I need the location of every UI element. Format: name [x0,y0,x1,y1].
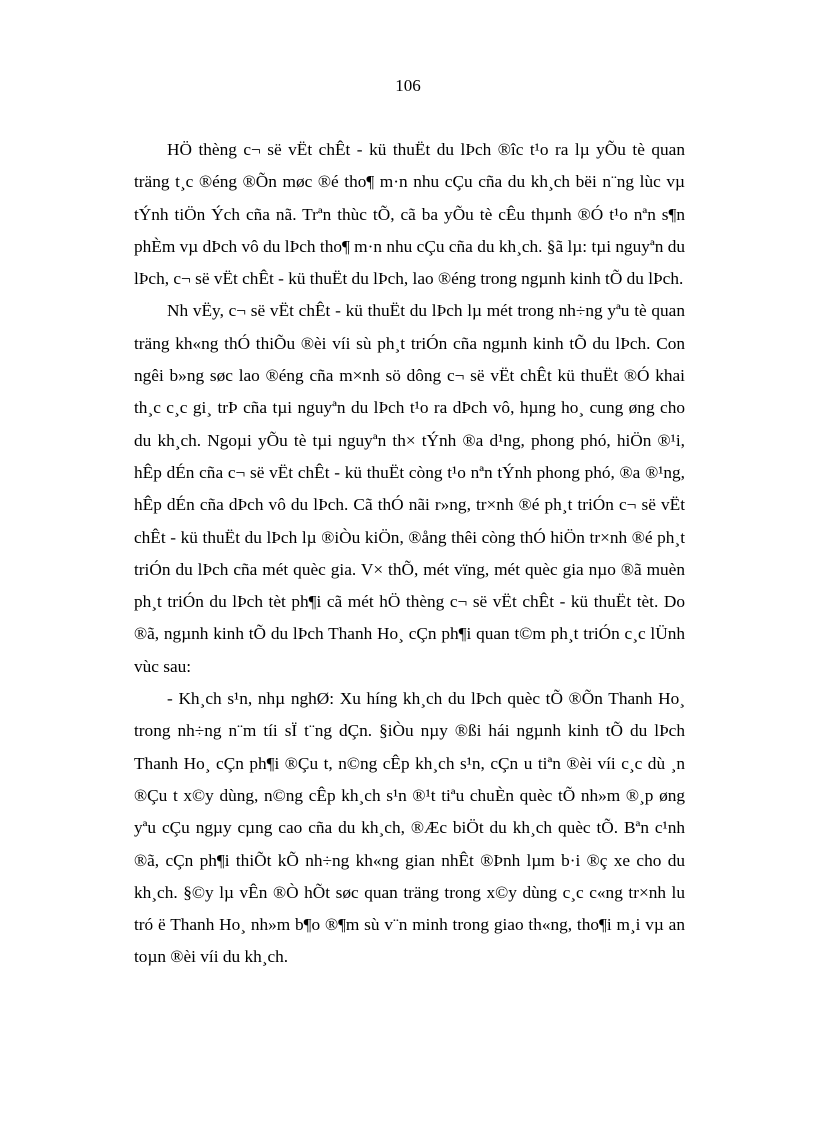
body-text [134,134,685,974]
paragraph-2: Nh vËy, c¬ së vËt chÊt - kü thuËt du lÞch lµ mét trong nh÷ng yªu tè quan träng kh«ng thÓ thiÕu ®èi víi sù ph¸t triÓn cña ngµnh kinh tÕ du lÞch. Con ngêi b»ng søc lao ®éng cña m×nh sö dông c¬ së vËt chÊt kü thuËt ®Ó khai th¸c c¸c gi¸ trÞ cña tµi nguyªn du lÞch t¹o ra dÞch vô, hµng ho¸ cung øng cho du kh¸ch. Ngoµi yÕu tè tµi nguyªn th× tÝnh ®a d¹ng, phong phó, hiÖn ®¹i, hÊp dÉn cña c¬ së vËt chÊt - kü thuËt còng t¹o nªn tÝnh phong phó, ®a ®¹ng, hÊp dÉn cña dÞch vô du lÞch. Cã thÓ nãi r»ng, tr×nh ®é ph¸t triÓn c¬ së vËt chÊt - kü thuËt du lÞch lµ ®iÒu kiÖn, ®ång thêi còng thÓ hiÖn tr×nh ®é ph¸t triÓn du lÞch cña mét quèc gia. V× thÕ, mét vïng, mét quèc gia nµo ®ã muèn ph¸t triÓn du lÞch tèt ph¶i cã mét hÖ thèng c¬ së vËt chÊt - kü thuËt tèt. Do ®ã, ngµnh kinh tÕ du lÞch Thanh Ho¸ cÇn ph¶i quan t©m ph¸t triÓn c¸c lÜnh vùc sau: [134,301,685,676]
page-number: 106 [395,76,421,95]
paragraph-1: HÖ thèng c¬ së vËt chÊt - kü thuËt du lÞch ®îc t¹o ra lµ yÕu tè quan träng t¸c ®éng ®Õn møc ®é tho¶ m·n nhu cÇu cña du kh¸ch bëi n¨ng lùc vµ tÝnh tiÖn Ých cña nã. Trªn thùc tÕ, cã ba yÕu tè cÊu thµnh ®Ó t¹o nªn s¶n phÈm vµ dÞch vô du lÞch tho¶ m·n nhu cÇu cña du kh¸ch. §ã lµ: tµi nguyªn du lÞch, c¬ së vËt chÊt - kü thuËt du lÞch, lao ®éng trong ngµnh kinh tÕ du lÞch. [134,140,685,289]
paragraph-3: - Kh¸ch s¹n, nhµ nghØ: Xu híng kh¸ch du lÞch quèc tÕ ®Õn Thanh Ho¸ trong nh÷ng n¨m tíi sÏ t¨ng dÇn. §iÒu nµy ®ßi hái ngµnh kinh tÕ du lÞch Thanh Ho¸ cÇn ph¶i ®Çu t, n©ng cÊp kh¸ch s¹n, cÇn u tiªn ®èi víi c¸c dù ¸n ®Çu t x©y dùng, n©ng cÊp kh¸ch s¹n ®¹t tiªu chuÈn quèc tÕ nh»m ®¸p øng yªu cÇu ngµy cµng cao cña du kh¸ch, ®Æc biÖt du kh¸ch quèc tÕ. Bªn c¹nh ®ã, cÇn ph¶i thiÕt kÕ nh÷ng kh«ng gian nhÊt ®Þnh lµm b·i ®ç xe cho du kh¸ch. §©y lµ vÊn ®Ò hÕt søc quan träng trong x©y dùng c¸c c«ng tr×nh lu tró ë Thanh Ho¸ nh»m b¶o ®¶m sù v¨n minh trong giao th«ng, tho¶i m¸i vµ an toµn ®èi víi du kh¸ch. [134,689,685,967]
